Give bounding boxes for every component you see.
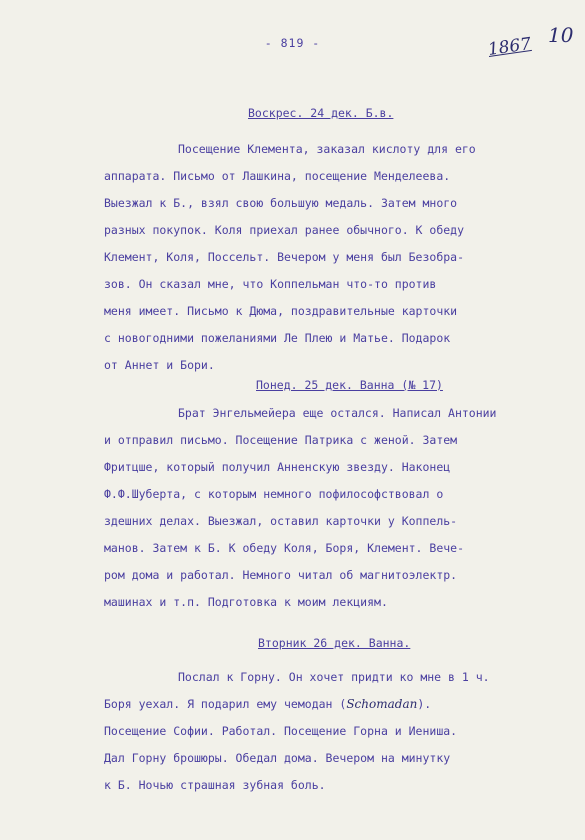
text-line: разных покупок. Коля приехал ранее обычного. К обеду [104,223,465,237]
text-line: Посещение Клемента, заказал кислоту для его [178,142,476,156]
text-line: манов. Затем к Б. К обеду Коля, Боря, Клемент. Вече- [104,541,465,555]
text-line: здешних делах. Выезжал, оставил карточки у Коппель- [104,514,458,528]
text-line: Послал к Горну. Он хочет придти ко мне в 1 ч. [178,670,490,684]
handwritten-year: 1867 [486,34,533,60]
text-line: Ф.Ф.Шуберта, с которым немного пофилософствовал о [104,487,444,501]
entry-text-tuesday [104,664,568,799]
text-line: и отправил письмо. Посещение Патрика с женой. Затем [104,433,458,447]
entry-heading-tuesday: Вторник 26 дек. Ванна. [258,636,411,650]
text-line: Клемент, Коля, Поссельт. Вечером у меня был Безобра- [104,250,465,264]
text-line: Фритцше, который получил Анненскую звезду. Наконец [104,460,451,474]
text-line-part: Боря уехал. Я подарил ему чемодан ( [104,697,347,711]
text-line: аппарата. Письмо от Лашкина, посещение Менделеева. [104,169,451,183]
text-line: Дал Горну брошюры. Обедал дома. Вечером на минутку [104,751,451,765]
text-line: ром дома и работал. Немного читал об магнитоэлектр. [104,568,458,582]
text-line: машинах и т.п. Подготовка к моим лекциям. [104,595,388,609]
text-line: к Б. Ночью страшная зубная боль. [104,778,326,792]
entry-text-monday [104,400,568,616]
text-line-with-handwriting [104,691,568,718]
text-line: с новогодними пожеланиями Ле Плею и Матье. Подарок [104,331,451,345]
text-line: Брат Энгельмейера еще остался. Написал Антонии [178,406,497,420]
text-line-part: ). [417,697,432,711]
entry-heading-monday: Понед. 25 дек. Ванна (№ 17) [256,378,443,392]
text-line: от Аннет и Бори. [104,358,215,372]
page-number: - 819 - [264,36,321,50]
entry-heading-sunday: Воскрес. 24 дек. Б.в. [248,106,394,120]
text-line: Выезжал к Б., взял свою большую медаль. Затем много [104,196,458,210]
text-line: зов. Он сказал мне, что Коппельман что-то против [104,277,437,291]
handwritten-word: Schomadan [346,697,418,711]
text-line: Посещение Софии. Работал. Посещение Горна и Иениша. [104,724,458,738]
entry-text-sunday [104,136,568,379]
handwritten-folio-number: 10 [548,23,574,47]
text-line: меня имеет. Письмо к Дюма, поздравительные карточки [104,304,458,318]
